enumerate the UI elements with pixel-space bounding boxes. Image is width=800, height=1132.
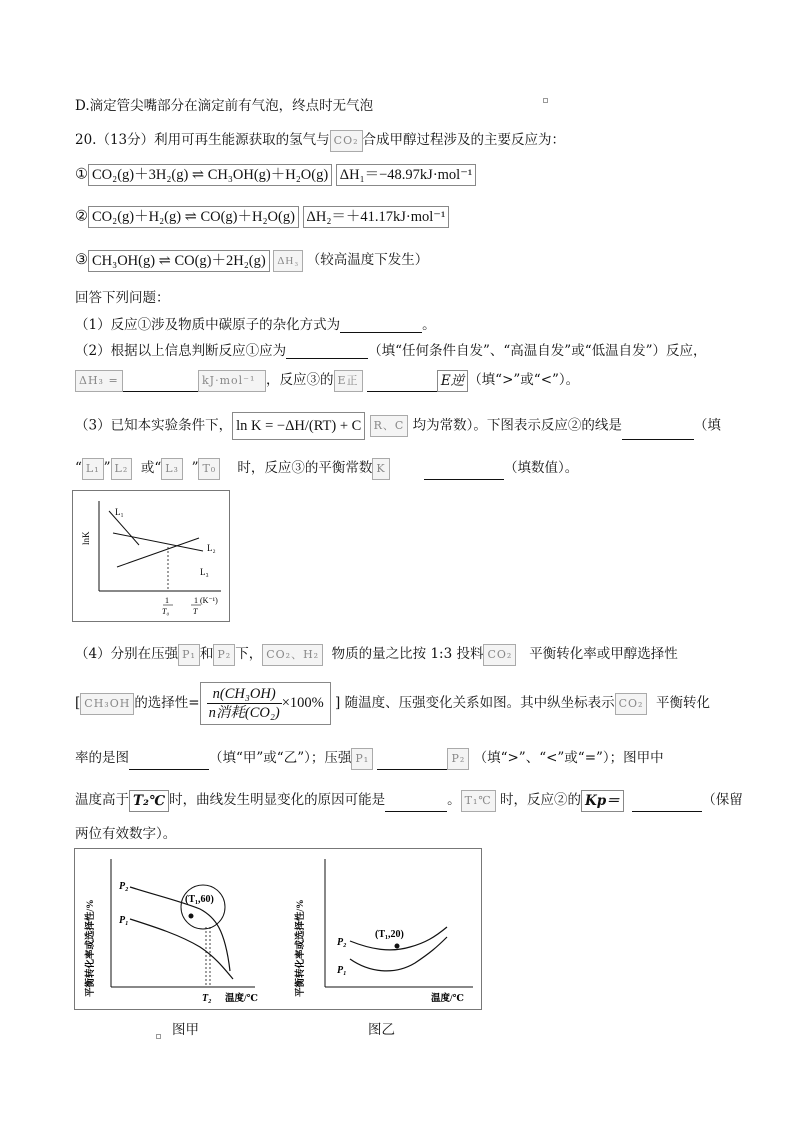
reaction-note: （较高温度下发生） bbox=[306, 252, 429, 268]
reaction-3 bbox=[75, 248, 428, 272]
line-l1 bbox=[109, 511, 139, 545]
bracket: [ bbox=[75, 695, 81, 711]
answer-blank[interactable] bbox=[424, 463, 504, 480]
answer-head: 回答下列问题： bbox=[75, 290, 170, 306]
page-mark bbox=[543, 98, 548, 103]
y-axis-label: 平衡转化率或选择性/% bbox=[86, 899, 96, 997]
reaction-number: ③ bbox=[75, 252, 88, 268]
question-text: 或“ bbox=[140, 460, 162, 476]
question-text: 的选择性= bbox=[134, 695, 200, 711]
answer-blank[interactable] bbox=[123, 375, 198, 392]
option-l2: L₂ bbox=[111, 458, 133, 480]
question-text: 时，曲线发生明显变化的原因可能是 bbox=[169, 792, 386, 808]
label-p1: P₁ bbox=[119, 915, 129, 926]
question-text: 平衡转化率或甲醇选择性 bbox=[529, 646, 678, 662]
x-axis-label: 温度/℃ bbox=[225, 994, 259, 1004]
e-forward-box: E正 bbox=[334, 370, 363, 392]
reaction-number: ② bbox=[75, 208, 88, 225]
reaction-enthalpy: ΔH₃ bbox=[273, 250, 303, 272]
point-t1-20 bbox=[395, 944, 400, 949]
reaction-enthalpy: ΔH₂＝＋41.17kJ·mol⁻¹ bbox=[303, 206, 450, 228]
answer-blank[interactable] bbox=[286, 342, 368, 359]
question-head-tail: 合成甲醇过程涉及的主要反应为： bbox=[362, 132, 566, 148]
question-text: （3）已知本实验条件下， bbox=[75, 417, 233, 434]
unit-box: kJ·mol⁻¹ bbox=[198, 370, 266, 392]
question-text: 和 bbox=[199, 646, 214, 662]
t0-box: T₀ bbox=[198, 458, 220, 480]
page-mark bbox=[156, 1034, 161, 1039]
co2-box: CO₂ bbox=[483, 644, 516, 666]
question-text: 率的是图 bbox=[75, 750, 129, 766]
prev-option: D.滴定管尖嘴部分在滴定前有气泡，终点时无气泡 bbox=[75, 98, 374, 114]
y-axis-label: 平衡转化率或选择性/% bbox=[296, 899, 306, 997]
question-text: ，反应③的 bbox=[266, 372, 334, 388]
rc-box: R、C bbox=[370, 415, 409, 437]
question-text: 平衡转化 bbox=[656, 695, 711, 711]
question-text: （填“甲”或“乙”）；压强 bbox=[209, 750, 352, 766]
question-text: 时，反应②的 bbox=[500, 792, 581, 808]
tick-num: 1 bbox=[194, 596, 198, 605]
question-text: ] 随温度、压强变化关系如图。其中纵坐标表示 bbox=[335, 695, 615, 711]
quote: ” bbox=[103, 460, 111, 476]
x-axis-label: 温度/℃ bbox=[431, 994, 465, 1004]
answer-blank[interactable] bbox=[385, 795, 447, 812]
option-l3: L₃ bbox=[161, 458, 183, 480]
question-4e: 两位有效数字）。 bbox=[75, 826, 177, 842]
question-4b bbox=[75, 682, 710, 725]
reaction-2 bbox=[75, 206, 449, 228]
quote: “ bbox=[75, 460, 82, 476]
reaction-1 bbox=[75, 164, 476, 186]
p2-box: P₂ bbox=[447, 748, 469, 770]
label-p2: P₂ bbox=[337, 937, 347, 948]
plot-jia bbox=[84, 859, 258, 1004]
temperature-plots bbox=[75, 849, 481, 1009]
question-text: （保留 bbox=[702, 792, 743, 808]
co2-box: CO₂ bbox=[615, 693, 648, 715]
answer-blank[interactable] bbox=[632, 795, 702, 812]
lnk-plot bbox=[73, 491, 229, 621]
tick-num: 1 bbox=[165, 596, 169, 605]
formula-pct: ×100% bbox=[281, 694, 324, 711]
reaction-equation: CO₂(g)＋3H₂(g) ⇌ CH₃OH(g)＋H₂O(g) bbox=[88, 164, 332, 186]
answer-blank[interactable] bbox=[622, 423, 694, 440]
question-text: 。 bbox=[447, 792, 461, 808]
answer-blank[interactable] bbox=[377, 753, 447, 770]
label-p1: P₁ bbox=[337, 965, 347, 976]
reaction-equation: CH₃OH(g) ⇌ CO(g)＋2H₂(g) bbox=[88, 250, 270, 272]
label-p2: P₂ bbox=[119, 881, 129, 892]
reaction-number: ① bbox=[75, 166, 88, 183]
x-unit: (K⁻¹) bbox=[200, 596, 218, 605]
co2-formula-box: CO₂ bbox=[330, 130, 363, 152]
answer-blank[interactable] bbox=[129, 753, 209, 770]
question-text: （填“>”或“<”）。 bbox=[468, 372, 580, 388]
point-t1-60 bbox=[189, 914, 194, 919]
question-2a bbox=[75, 339, 707, 359]
reaction-enthalpy: ΔH₁＝−48.97kJ·mol⁻¹ bbox=[336, 164, 476, 186]
question-1 bbox=[75, 313, 436, 333]
selectivity-formula bbox=[200, 682, 331, 725]
highlight-circle bbox=[181, 885, 225, 929]
question-text: （1）反应①涉及物质中碳原子的杂化方式为 bbox=[75, 317, 341, 333]
question-text: 时，反应③的平衡常数 bbox=[237, 460, 373, 476]
question-text: 下， bbox=[235, 646, 263, 662]
question-text: 物质的量之比按 1:3 投料 bbox=[331, 646, 484, 662]
p2-box: P₂ bbox=[213, 644, 235, 666]
tick-den-t: T bbox=[193, 607, 198, 616]
curve-p1 bbox=[350, 937, 447, 971]
kp-box: Kp＝ bbox=[581, 790, 624, 812]
e-reverse-box: E逆 bbox=[437, 370, 468, 392]
question-text: （填 bbox=[693, 417, 721, 434]
p1-box: P₁ bbox=[178, 644, 200, 666]
question-3b bbox=[75, 456, 578, 480]
point-label: (T₁,20) bbox=[375, 929, 404, 940]
quote: ” bbox=[191, 460, 199, 476]
lnk-figure bbox=[72, 490, 230, 622]
caption-yi: 图乙 bbox=[368, 1022, 395, 1038]
label-l2: L₂ bbox=[207, 543, 216, 553]
question-text: （填数值）。 bbox=[503, 460, 579, 476]
point-label: (T₁,60) bbox=[185, 894, 214, 905]
question-head-text: 20.（13分）利用可再生能源获取的氢气与 bbox=[75, 132, 330, 148]
caption-jia: 图甲 bbox=[172, 1022, 199, 1038]
question-3a bbox=[75, 412, 721, 440]
option-l1: L₁ bbox=[82, 458, 104, 480]
question-head bbox=[75, 128, 565, 152]
formula-numerator: n(CH₃OH) bbox=[207, 685, 282, 704]
reaction-equation: CO₂(g)＋H₂(g) ⇌ CO(g)＋H₂O(g) bbox=[88, 206, 299, 228]
t2-box: T₂℃ bbox=[129, 790, 169, 812]
question-text: 。 bbox=[422, 317, 436, 333]
label-l1: L₁ bbox=[115, 507, 124, 517]
question-text: 温度高于 bbox=[75, 792, 129, 808]
k-box: K bbox=[372, 458, 389, 480]
t1-box: T₁℃ bbox=[461, 790, 496, 812]
answer-blank[interactable] bbox=[367, 375, 437, 392]
curve-p1 bbox=[130, 919, 233, 979]
question-text: （2）根据以上信息判断反应①应为 bbox=[75, 343, 287, 359]
question-4d bbox=[75, 788, 743, 812]
p1-box: P₁ bbox=[351, 748, 373, 770]
gas-box: CO₂、H₂ bbox=[262, 644, 323, 666]
question-text: 均为常数）。下图表示反应②的线是 bbox=[412, 417, 622, 434]
lnk-formula: ln K = −ΔH/(RT) + C bbox=[232, 412, 365, 440]
label-l3: L₃ bbox=[200, 567, 209, 577]
ch3oh-box: CH₃OH bbox=[80, 693, 134, 715]
question-text: （填“任何条件自发”、“高温自发”或“低温自发”）反应， bbox=[368, 343, 707, 359]
line-l2 bbox=[113, 533, 203, 551]
dh3-box: ΔH₃ = bbox=[75, 370, 123, 392]
formula-denominator: n消耗(CO₂) bbox=[208, 705, 280, 721]
question-4c bbox=[75, 746, 664, 770]
answer-blank[interactable] bbox=[340, 316, 422, 333]
label-t2: T₂ bbox=[202, 993, 212, 1004]
question-text: （填“>”、“<”或“=”）；图甲中 bbox=[473, 750, 664, 766]
question-text: （4）分别在压强 bbox=[75, 646, 179, 662]
question-4a bbox=[75, 642, 678, 666]
figure-panel bbox=[74, 848, 482, 1010]
plot-yi bbox=[294, 859, 473, 1004]
y-axis-label: lnK bbox=[81, 531, 91, 545]
tick-den-t0: T₀ bbox=[162, 607, 170, 616]
question-2b bbox=[75, 368, 579, 392]
